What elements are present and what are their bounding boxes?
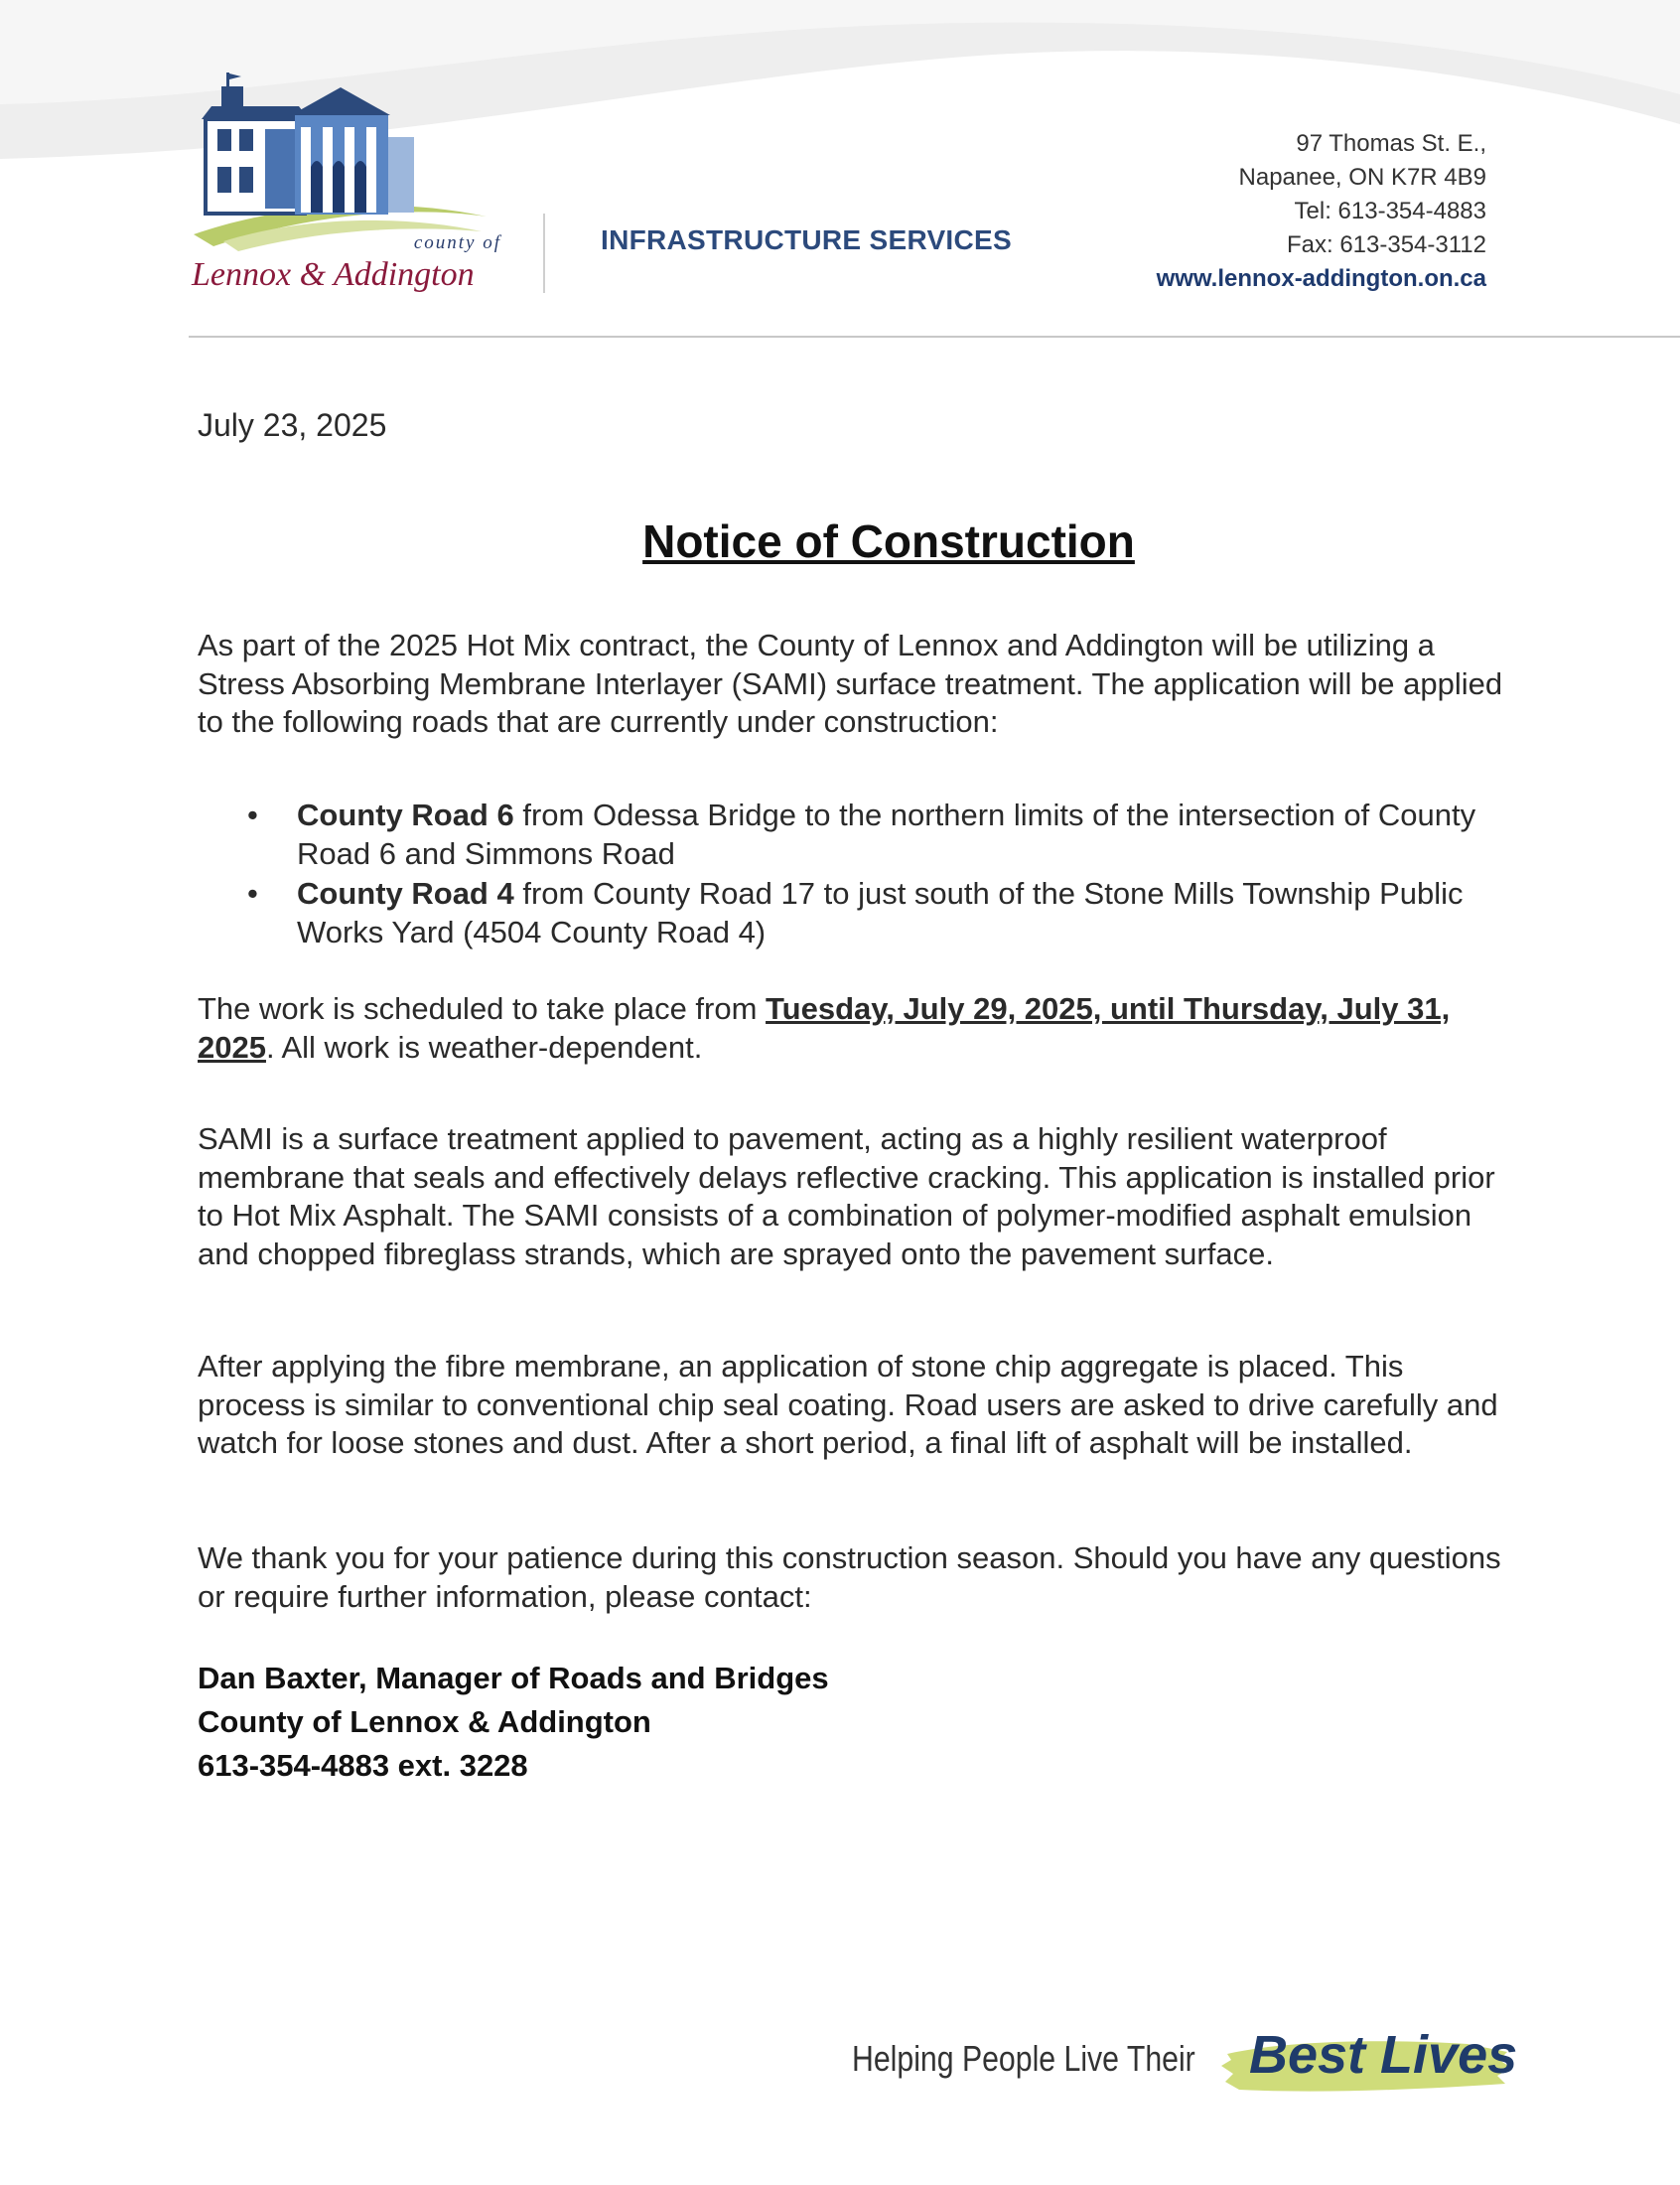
contact-signature — [198, 1657, 829, 1788]
thanks-paragraph: We thank you for your patience during this construction season. Should you have any questions or require further information, please contact: — [198, 1540, 1501, 1614]
courthouse-icon — [184, 68, 511, 256]
logo-wordmark: Lennox & Addington — [192, 256, 475, 293]
road-list-item — [198, 797, 1518, 873]
schedule-prefix: The work is scheduled to take place from — [198, 991, 767, 1026]
bullet-icon: • — [247, 876, 258, 911]
letter-date: July 23, 2025 — [198, 407, 387, 443]
address-tel: Tel: 613-354-4883 — [1294, 198, 1486, 224]
sami-description-paragraph: SAMI is a surface treatment applied to pavement, acting as a highly resilient waterproof membrane that seals and effectively delays reflective cracking. This application is installed prior to Hot Mix Asphalt. The SAMI consists of a combination of polymer-modified asphalt emulsion and chopped fibreglass strands, which are sprayed onto the pavement surface. — [198, 1121, 1495, 1271]
contact-address-block — [1157, 127, 1486, 296]
road-list-item — [198, 875, 1518, 951]
contact-organization: County of Lennox & Addington — [198, 1704, 651, 1739]
contact-phone: 613-354-4883 ext. 3228 — [198, 1748, 528, 1783]
letter-title: Notice of Construction — [642, 515, 1135, 567]
logo-county-of: county of — [413, 232, 501, 253]
intro-paragraph: As part of the 2025 Hot Mix contract, the County of Lennox and Addington will be utilizing a Stress Absorbing Membrane Interlayer (SAMI) surface treatment. The application will be applied to the following roads that are currently under construction: — [198, 628, 1503, 739]
schedule-paragraph — [198, 990, 1518, 1067]
contact-name: Dan Baxter, Manager of Roads and Bridges — [198, 1661, 829, 1695]
road-detail: from County Road 17 to just south of the Stone Mills Township Public Works Yard (4504 County Road 4) — [297, 876, 1464, 949]
county-logo — [184, 68, 511, 296]
address-street: 97 Thomas St. E., — [1296, 130, 1486, 157]
department-name: INFRASTRUCTURE SERVICES — [601, 224, 1012, 255]
schedule-dates: Tuesday, July 29, 2025, until Thursday, July 31, 2025 — [198, 991, 1451, 1065]
schedule-suffix: . All work is weather-dependent. — [265, 1029, 703, 1065]
tagline-text: Helping People Live Their — [852, 2038, 1195, 2079]
header-divider — [543, 214, 545, 293]
address-city: Napanee, ON K7R 4B9 — [1238, 164, 1486, 191]
footer-tagline — [852, 2024, 1547, 2104]
tagline-emphasis: Best Lives — [1249, 2025, 1518, 2085]
header-rule — [189, 336, 1680, 338]
after-application-paragraph: After applying the fibre membrane, an application of stone chip aggregate is placed. This process is similar to conventional chip seal coating. Road users are asked to drive carefully and watch for loose stones and dust. After a short period, a final lift of asphalt will be installed. — [198, 1349, 1498, 1460]
road-detail: from Odessa Bridge to the northern limits of the intersection of County Road 6 and Simmons Road — [297, 798, 1476, 871]
road-name: County Road 6 — [297, 798, 514, 832]
website-link[interactable]: www.lennox-addington.on.ca — [1156, 265, 1486, 292]
address-fax: Fax: 613-354-3112 — [1286, 231, 1486, 258]
road-name: County Road 4 — [297, 876, 514, 911]
road-list — [198, 797, 1518, 953]
bullet-icon: • — [247, 798, 258, 832]
